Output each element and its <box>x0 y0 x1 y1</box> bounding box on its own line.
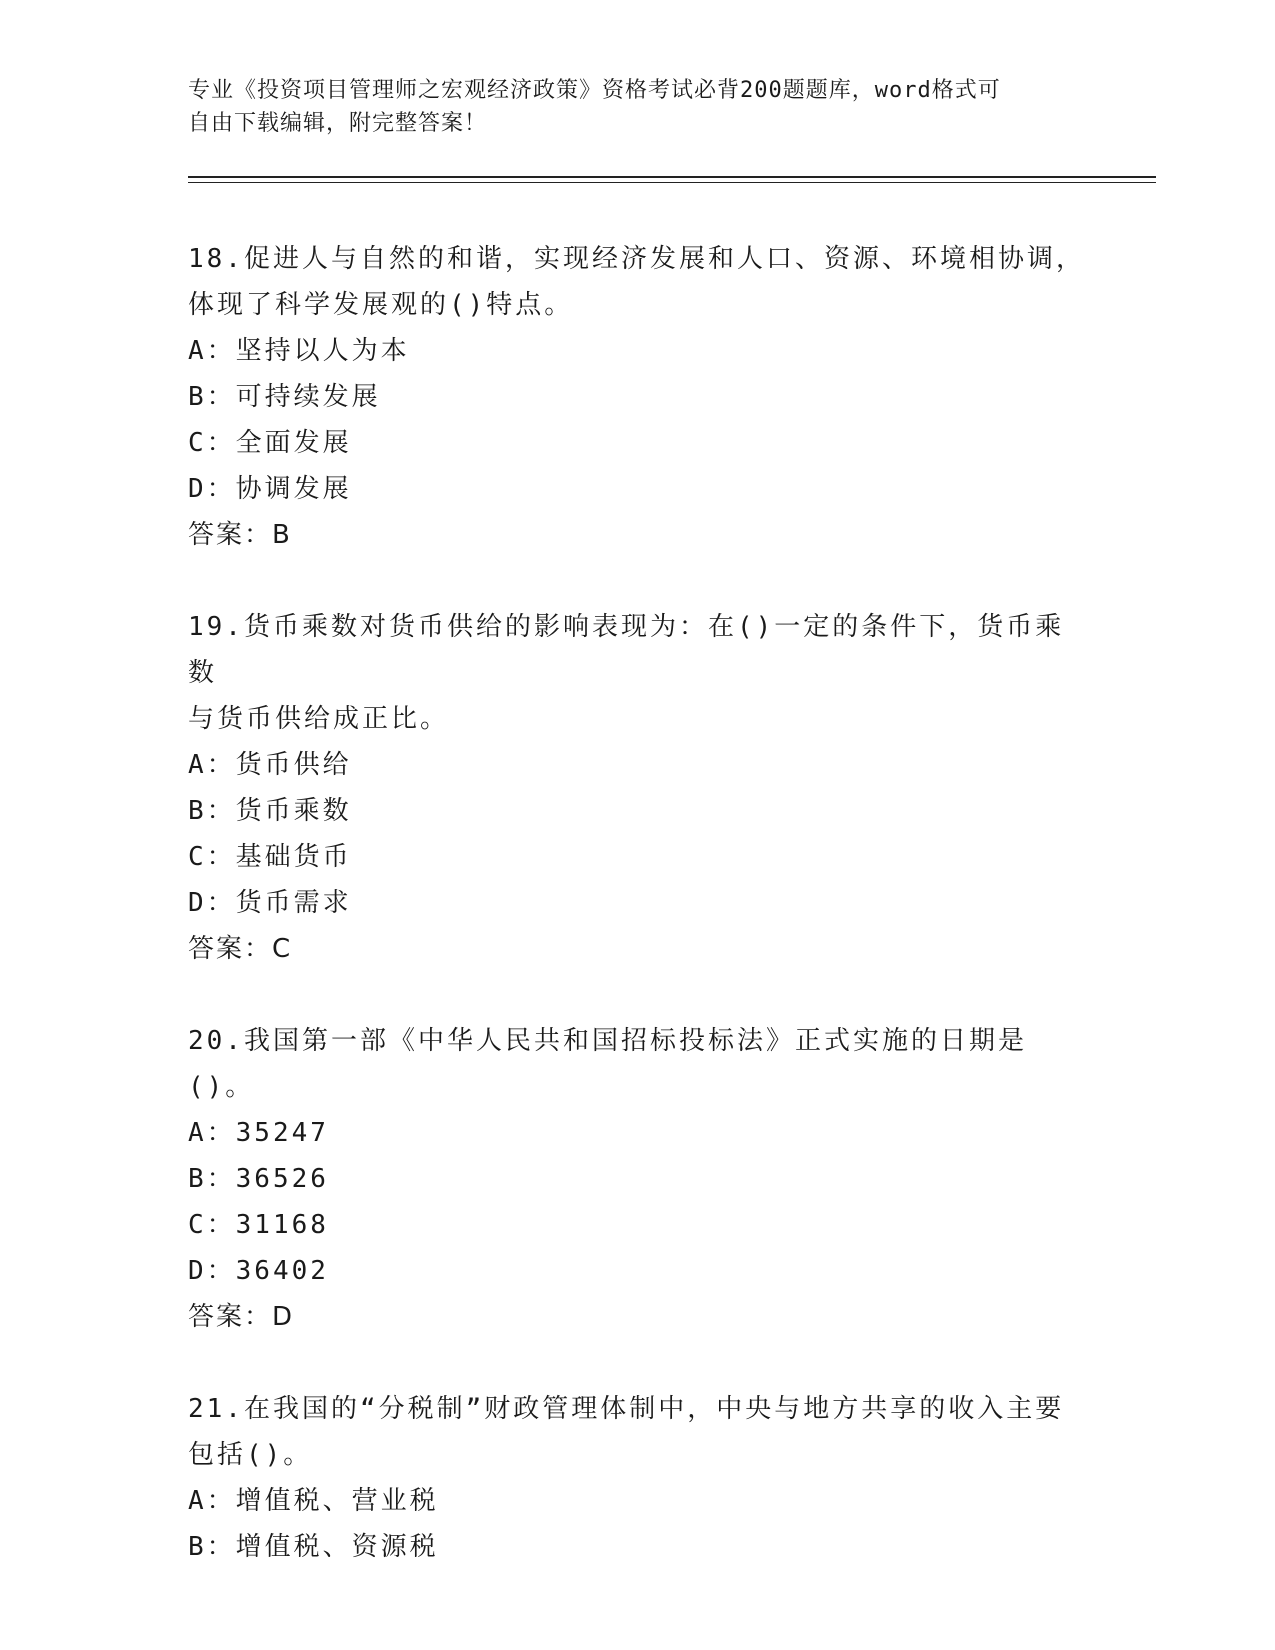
option-a: A：增值税、营业税 <box>188 1486 439 1516</box>
option-a: A：35247 <box>188 1118 329 1148</box>
question-18 <box>188 236 1088 558</box>
option-a: A：货币供给 <box>188 750 352 780</box>
answer-line: 答案：B <box>188 520 292 550</box>
question-20 <box>188 1018 1088 1340</box>
question-stem-line: 19.货币乘数对货币供给的影响表现为：在()一定的条件下，货币乘数 <box>188 612 1065 688</box>
option-c: C：基础货币 <box>188 842 352 872</box>
question-stem-line: 包括()。 <box>188 1440 313 1470</box>
question-19 <box>188 604 1088 972</box>
option-b: B：36526 <box>188 1164 329 1194</box>
document-header <box>188 74 1088 140</box>
option-b: B：货币乘数 <box>188 796 352 826</box>
question-stem-line: 体现了科学发展观的()特点。 <box>188 290 574 320</box>
answer-line: 答案：D <box>188 1302 295 1332</box>
option-c: C：全面发展 <box>188 428 352 458</box>
option-a: A：坚持以人为本 <box>188 336 410 366</box>
question-stem-line: 21.在我国的“分税制”财政管理体制中，中央与地方共享的收入主要 <box>188 1394 1065 1424</box>
question-stem-line: 20.我国第一部《中华人民共和国招标投标法》正式实施的日期是()。 <box>188 1026 1027 1102</box>
option-b: B：增值税、资源税 <box>188 1532 439 1562</box>
header-divider-thick <box>188 176 1156 178</box>
option-d: D：36402 <box>188 1256 329 1286</box>
option-d: D：协调发展 <box>188 474 352 504</box>
option-c: C：31168 <box>188 1210 329 1240</box>
option-b: B：可持续发展 <box>188 382 381 412</box>
header-divider-thin <box>188 182 1156 183</box>
header-line-1: 专业《投资项目管理师之宏观经济政策》资格考试必背200题题库，word格式可 <box>188 78 1001 103</box>
question-stem-line: 与货币供给成正比。 <box>188 704 450 734</box>
question-list <box>188 236 1088 1616</box>
header-line-2: 自由下载编辑，附完整答案！ <box>188 111 488 136</box>
question-stem-line: 18.促进人与自然的和谐，实现经济发展和人口、资源、环境相协调， <box>188 244 1085 274</box>
answer-line: 答案：C <box>188 934 293 964</box>
option-d: D：货币需求 <box>188 888 352 918</box>
question-21 <box>188 1386 1088 1570</box>
